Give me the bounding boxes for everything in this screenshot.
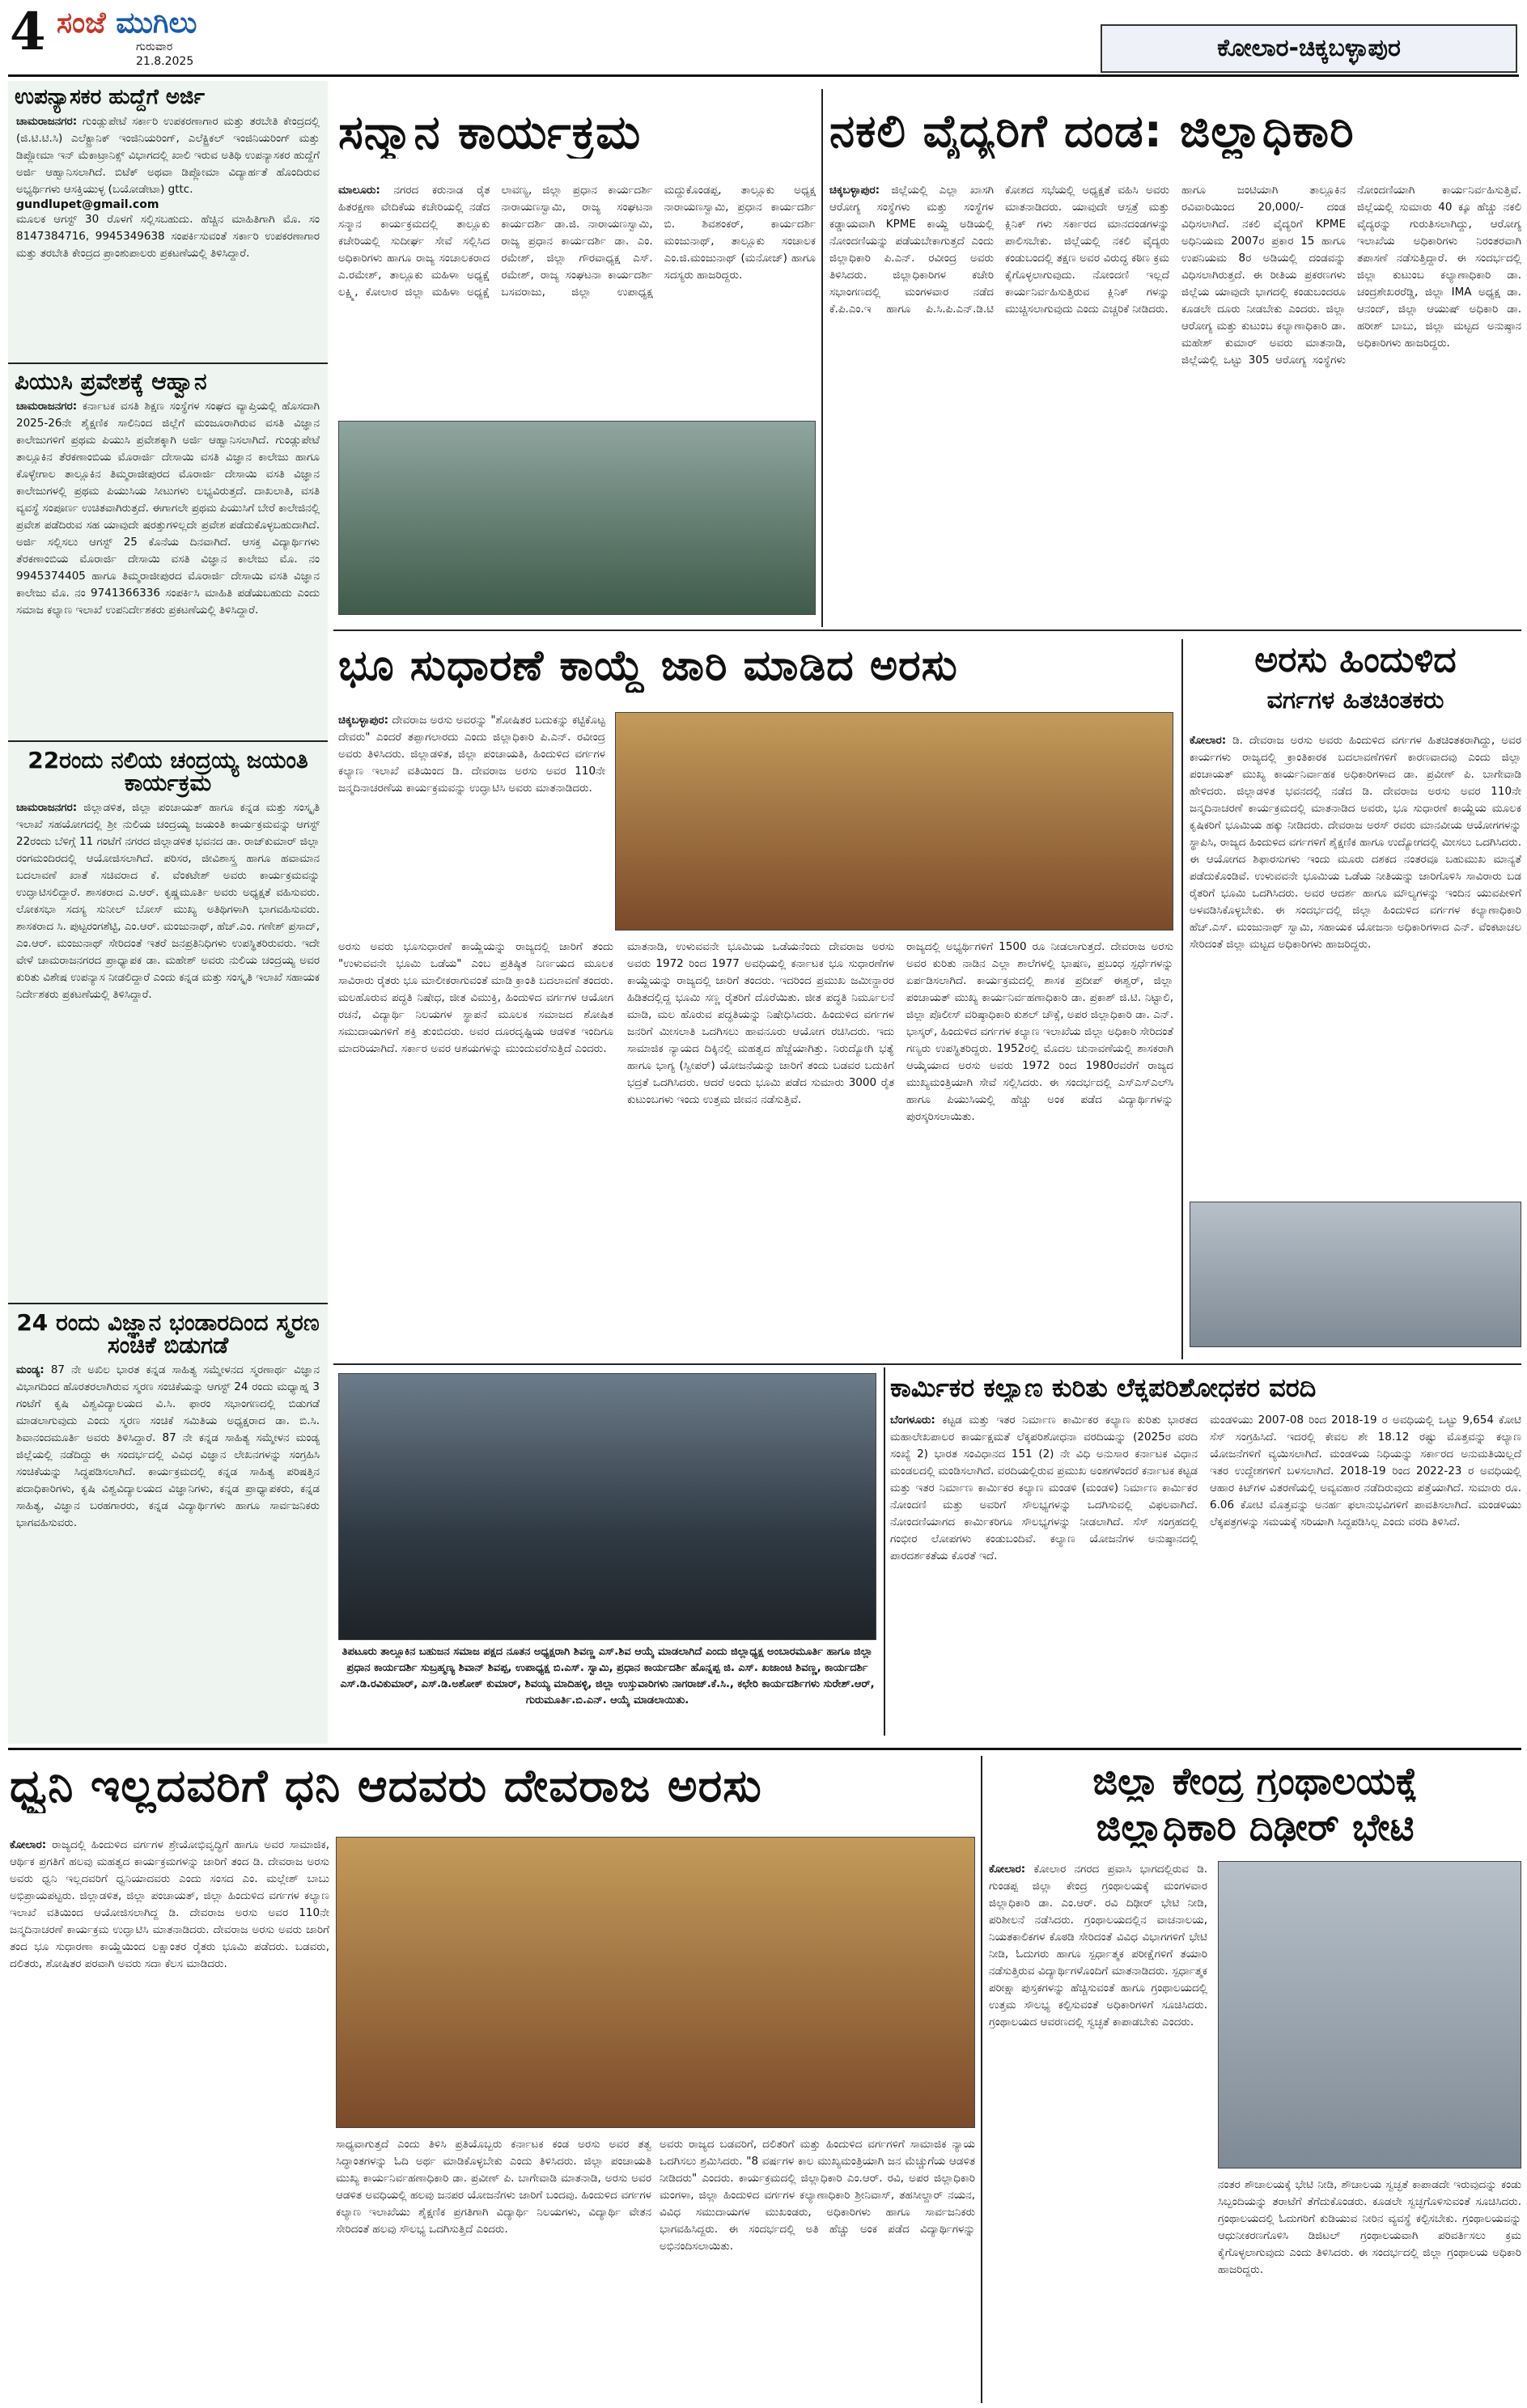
sidebar-briefs [8, 81, 328, 1744]
photo-dhvani [336, 1837, 975, 2128]
brief-divider [8, 740, 328, 742]
masthead-day: ಗುರುವಾರ [136, 40, 173, 53]
section-divider [333, 630, 1521, 631]
article-bhoo-col3: ರಾಜ್ಯದಲ್ಲಿ ಅಭ್ಯರ್ಥಿಗಳಿಗೆ 1500 ರೂ ನೀಡಲಾಗುತ್ತದೆ. ದೇವರಾಜ ಅರಸು ಅವರ ಕುರಿತು ನಾಡಿನ ಎಲ್ಲಾ ಶಾಲೆಗಳಲ್ಲಿ ಭಾಷಣ, ಪ್ರಬಂಧ ಸ್ಪರ್ಧೆಗಳನ್ನು ಏರ್ಪಡಿಸಲಾಗಿದೆ. ಕಾರ್ಯಕ್ರಮದಲ್ಲಿ ಶಾಸಕ ಪ್ರದೀಪ್ ಈಶ್ವರ್, ಜಿಲ್ಲಾ ಪಂಚಾಯತ್ ಮುಖ್ಯ ಕಾರ್ಯನಿರ್ವಹಣಾಧಿಕಾರಿ ಡಾ. ಪ್ರಕಾಶ್ ಜಿ.ಟಿ. ನಿಟ್ಟಾಲಿ, ಜಿಲ್ಲಾ ಪೊಲೀಸ್ ವರಿಷ್ಠಾಧಿಕಾರಿ ಕುಶಲ್ ಚೌಕ್ಸೆ, ಅಪರ ಜಿಲ್ಲಾಧಿಕಾರಿ ಡಾ. ಎನ್. ಭಾಸ್ಕರ್, ಹಿಂದುಳಿದ ವರ್ಗಗಳ ಕಲ್ಯಾಣ ಇಲಾಖೆಯ ಜಿಲ್ಲಾ ಅಧಿಕಾರಿ ಸೇರಿದಂತೆ ಗಣ್ಯರು ಉಪಸ್ಥಿತರಿದ್ದರು. 1952ರಲ್ಲಿ ಮೊದಲ ಚುನಾವಣೆಯಲ್ಲಿ ಶಾಸಕರಾಗಿ ಆಯ್ಕೆಯಾದ ಅರಸು ಅವರು 1972 ರಿಂದ 1980ರವರೆಗೆ ರಾಜ್ಯದ ಮುಖ್ಯಮಂತ್ರಿಯಾಗಿ ಸೇವೆ ಸಲ್ಲಿಸಿದರು. ಈ ಸಂದರ್ಭದಲ್ಲಿ ಎಸ್‍ಎಸ್‍ಎಲ್‍ಸಿ ಹಾಗೂ ಪಿಯುಸಿಯಲ್ಲಿ ಹೆಚ್ಚು ಅಂಕ ಪಡೆದ ವಿದ್ಯಾರ್ಥಿಗಳನ್ನು ಪುರಸ್ಕರಿಸಲಾಯಿತು. [906, 940, 1173, 1123]
photo-arasu-event [1190, 1202, 1521, 1347]
article-arasu: ಕೋಲಾರ: ಡಿ. ದೇವರಾಜ ಅರಸು ಅವರು ಹಿಂದುಳಿದ ವರ್ಗಗಳ ಹಿತಚಿಂತಕರಾಗಿದ್ದು, ಅವರ ಕಾರ್ಯಗಳು ರಾಜ್ಯದಲ್ಲಿ ಕ್ರಾಂತಿಕಾರಕ ಬದಲಾವಣೆಗಳಿಗೆ ಕಾರಣವಾದವು ಎಂದು ಜಿಲ್ಲಾ ಪಂಚಾಯತ್ ಮುಖ್ಯ ಕಾರ್ಯನಿರ್ವಾಹಕ ಅಧಿಕಾರಿಗಳಾದ ಡಾ. ಪ್ರವೀಣ್ ಪಿ. ಬಾಗೇವಾಡಿ ಹೇಳಿದರು. ಜಿಲ್ಲಾಡಳಿತ ಭವನದಲ್ಲಿ ನಡೆದ ಡಿ. ದೇವರಾಜ ಅರಸು ಅವರ 110ನೇ ಜನ್ಮದಿನಾಚರಣೆ ಕಾರ್ಯಕ್ರಮದಲ್ಲಿ ಮಾತನಾಡಿದ ಅವರು, ಭೂ ಸುಧಾರಣೆ ಕಾಯ್ದೆಯ ಮೂಲಕ ಕೃಷಿಕರಿಗೆ ಭೂಮಿಯ ಹಕ್ಕು ನೀಡಿದರು. ದೇವರಾಜ ಅರಸ್ ರವರು ಮಾನವೀಯ ಆಯೋಗಗಳನ್ನು ಸ್ಥಾಪಿಸಿ, ರಾಜ್ಯದ ಹಿಂದುಳಿದ ವರ್ಗಗಳಿಗೆ ಶೈಕ್ಷಣಿಕ ಹಾಗೂ ಉದ್ಯೋಗದಲ್ಲಿ ಮೀಸಲು ಒದಗಿಸಿದರು. ಈ ಆಯೋಗದ ಶಿಫಾರಸುಗಳು ಇಂದು ಮೂರು ದಶಕದ ನಂತರವೂ ಬಹುಮುಖ ಮಾನ್ಯತೆ ಪಡೆದುಕೊಂಡಿವೆ. ಉಳುವವನೇ ಭೂಮಿಯ ಒಡೆಯ ನೀತಿಯನ್ನು ಜಾರಿಗೊಳಿಸಿ ಸಾವಿರಾರು ಬಡ ರೈತರಿಗೆ ಭೂಮಿ ಒದಗಿಸಿದರು. ಅವರ ಆದರ್ಶ ಹಾಗೂ ಮೌಲ್ಯಗಳನ್ನು ಇಂದಿನ ಯುವಪೀಳಿಗೆ ಅಳವಡಿಸಿಕೊಳ್ಳಬೇಕು. ಈ ಸಂದರ್ಭದಲ್ಲಿ ಜಿಲ್ಲಾ ಹಿಂದುಳಿದ ವರ್ಗಗಳ ಕಲ್ಯಾಣಾಧಿಕಾರಿ ಹೆಚ್.ಎಸ್. ಮಂಜುನಾಥ್ ಸ್ವಾಮಿ, ಸಹಾಯಕ ಯೋಜನಾ ಅಧಿಕಾರಿಗಳಾದ ಎನ್. ವೆಂಕಟಾಚಲ ಸೇರಿದಂತೆ ಜಿಲ್ಲಾ ಮಟ್ಟದ ಅಧಿಕಾರಿಗಳು ಹಾಜರಿದ್ದರು. [1190, 734, 1521, 951]
article-nakali-part1: ಚಿಕ್ಕಬಳ್ಳಾಪುರ: ಜಿಲ್ಲೆಯಲ್ಲಿ ಎಲ್ಲಾ ಖಾಸಗಿ ಆರೋಗ್ಯ ಸಂಸ್ಥೆಗಳು ಮತ್ತು ಸಂಸ್ಥೆಗಳ ಕಡ್ಡಾಯವಾಗಿ KPME ಕಾಯ್ದೆ ಅಡಿಯಲ್ಲಿ ನೋಂದಣಿಯನ್ನು ಪಡೆಯಬೇಕಾಗುತ್ತದೆ ಎಂದು ಜಿಲ್ಲಾಧಿಕಾರಿ ಪಿ.ಎನ್. ರವೀಂದ್ರ ಅವರು ತಿಳಿಸಿದರು. ಜಿಲ್ಲಾಧಿಕಾರಿಗಳ ಕಚೇರಿ ಸಭಾಂಗಣದಲ್ಲಿ ಮಂಗಳವಾರ ನಡೆದ ಕೆ.ಪಿ.ಎಂ.ಇ ಹಾಗೂ ಪಿ.ಸಿ.ಪಿ.ಎನ್.ಡಿ.ಟಿ ಕೋಶದ ಸಭೆಯಲ್ಲಿ ಅಧ್ಯಕ್ಷತೆ ವಹಿಸಿ ಅವರು ಮಾತನಾಡಿದರು. ಯಾವುದೇ ಆಸ್ಪತ್ರೆ ಮತ್ತು ಕ್ಲಿನಿಕ್ ಗಳು ಸರ್ಕಾರದ ಮಾನದಂಡಗಳನ್ನು ಪಾಲಿಸಬೇಕು. ಜಿಲ್ಲೆಯಲ್ಲಿ ನಕಲಿ ವೈದ್ಯರು ಕಂಡುಬಂದಲ್ಲಿ ತಕ್ಷಣ ಅವರ ವಿರುದ್ಧ ಕಠಿಣ ಕ್ರಮ ಕೈಗೊಳ್ಳಲಾಗುವುದು. ನೋಂದಣಿ ಇಲ್ಲದೆ ಕಾರ್ಯನಿರ್ವಹಿಸುತ್ತಿರುವ ಕ್ಲಿನಿಕ್ ಗಳನ್ನು ಮುಚ್ಚಿಸಲಾಗುವುದು ಎಂದು ಎಚ್ಚರಿಕೆ ನೀಡಿದರು. [829, 184, 1169, 316]
brand-part1: ಸಂಜೆ [57, 6, 106, 40]
headline-sanmana: ಸನ್ಮಾನ ಕಾರ್ಯಕ್ರಮ [338, 105, 642, 159]
article-granthalaya-2: ನಂತರ ಶೌಚಾಲಯಕ್ಕೆ ಭೇಟಿ ನೀಡಿ, ಶೌಚಾಲಯ ಸ್ವಚ್ಛತೆ ಕಾಪಾಡದೇ ಇರುವುದನ್ನು ಕಂಡು ಸಿಬ್ಬಂದಿಯನ್ನು ತರಾಟೆಗೆ ತೆಗೆದುಕೊಂಡರು. ಕೂಡಲೇ ಸ್ವಚ್ಛಗೊಳಿಸುವಂತೆ ಸೂಚಿಸಿದರು. ಗ್ರಂಥಾಲಯದಲ್ಲಿ ಓದುಗರಿಗೆ ಕುಡಿಯುವ ನೀರಿನ ವ್ಯವಸ್ಥೆ ಕಲ್ಪಿಸಬೇಕು. ಗ್ರಂಥಾಲಯವನ್ನು ಆಧುನೀಕರಣಗೊಳಿಸಿ ಡಿಜಿಟಲ್ ಗ್ರಂಥಾಲಯವಾಗಿ ಪರಿವರ್ತಿಸಲು ಕ್ರಮ ಕೈಗೊಳ್ಳಲಾಗುವುದು ಎಂದು ತಿಳಿಸಿದರು. ಈ ಸಂದರ್ಭದಲ್ಲಿ ಜಿಲ್ಲಾ ಗ್ರಂಥಾಲಯ ಅಧಿಕಾರಿ ಹಾಜರಿದ್ದರು. [1218, 2178, 1521, 2276]
photo-granthalaya [1218, 1861, 1521, 2168]
column-divider [884, 1367, 885, 1736]
masthead-date: 21.8.2025 [136, 55, 194, 68]
brief-body-2: ಚಾಮರಾಜನಗರ: ಕರ್ನಾಟಕ ವಸತಿ ಶಿಕ್ಷಣ ಸಂಸ್ಥೆಗಳ ಸಂಘದ ವ್ಯಾಪ್ತಿಯಲ್ಲಿ ಹೊಸದಾಗಿ 2025-26ನೇ ಶೈಕ್ಷಣಿಕ ಸಾಲಿನಿಂದ ಜಿಲ್ಲೆಗೆ ಮಂಜೂರಾಗಿರುವ ವಸತಿ ವಿಜ್ಞಾನ ಕಾಲೇಜುಗಳಿಗೆ ಪ್ರಥಮ ಪಿಯುಸಿ ಪ್ರವೇಶಕ್ಕಾಗಿ ಅರ್ಜಿ ಆಹ್ವಾನಿಸಲಾಗಿದೆ. ಗುಂಡ್ಲುಪೇಟೆ ತಾಲ್ಲೂಕಿನ ತೆರಕಣಾಂಬಿಯ ಮೊರಾರ್ಜಿ ದೇಸಾಯಿ ವಸತಿ ವಿಜ್ಞಾನ ಕಾಲೇಜು ಹಾಗೂ ಕೊಳ್ಳೇಗಾಲ ತಾಲ್ಲೂಕಿನ ತಿಮ್ಮರಾಜೀಪುರದ ಮೊರಾರ್ಜಿ ದೇಸಾಯಿ ವಸತಿ ವಿಜ್ಞಾನ ಕಾಲೇಜುಗಳಲ್ಲಿ ಪ್ರಥಮ ಪಿಯುಸಿಯ ಸೀಟುಗಳು ಲಭ್ಯವಿರುತ್ತದೆ. ದಾಖಲಾತಿ, ವಸತಿ ವ್ಯವಸ್ಥೆ ಸಂಪೂರ್ಣ ಉಚಿತವಾಗಿರುತ್ತದೆ. ಈಗಾಗಲೇ ಪ್ರಥಮ ಪಿಯುಸಿಗೆ ಬೇರೆ ಕಾಲೇಜಿನಲ್ಲಿ ಪ್ರವೇಶ ಪಡೆದಿರುವ ಸಹ ಯಾವುದೇ ಷರತ್ತುಗಳಿಲ್ಲದೇ ಪ್ರವೇಶ ಪಡೆದುಕೊಳ್ಳಬಹುದಾಗಿದೆ. ಅರ್ಜಿ ಸಲ್ಲಿಸಲು ಆಗಸ್ಟ್ 25 ಕೊನೆಯ ದಿನವಾಗಿದೆ. ಆಸಕ್ತ ವಿದ್ಯಾರ್ಥಿಗಳು ತೆರಕಣಾಂಬಿಯ ಮೊರಾರ್ಜಿ ದೇಸಾಯಿ ವಸತಿ ವಿಜ್ಞಾನ ಕಾಲೇಜು ಮೊ. ನಂ 9945374405 ಹಾಗೂ ತಿಮ್ಮರಾಜೀಪುರದ ಮೊರಾರ್ಜಿ ದೇಸಾಯಿ ವಸತಿ ವಿಜ್ಞಾನ ಕಾಲೇಜು ಮೊ. ನಂ 9741366336 ಸಂಪರ್ಕಿಸಿ ಮಾಹಿತಿ ಪಡೆಯಬಹುದು ಎಂದು ಸಮಾಜ ಕಲ್ಯಾಣ ಇಲಾಖೆ ಉಪನಿರ್ದೇಶಕರು ಪ್ರಕಟಣೆಯಲ್ಲಿ ತಿಳಿಸಿದ್ದಾರೆ. [16, 400, 320, 617]
brief-title-4: 24 ರಂದು ವಿಜ್ಞಾನ ಭಂಡಾರದಿಂದ ಸ್ಮರಣ ಸಂಚಿಕೆ ಬಿಡುಗಡೆ [16, 1309, 320, 1359]
article-sanmana: ಮಾಲೂರು: ನಗರದ ಕರುನಾಡ ರೈತ ಹಿತರಕ್ಷಣಾ ವೇದಿಕೆಯ ಕಚೇರಿಯಲ್ಲಿ ನಡೆದ ಸನ್ಮಾನ ಕಾರ್ಯಕ್ರಮದಲ್ಲಿ ತಾಲ್ಲೂಕು ಕಚೇರಿಯಲ್ಲಿ ಸುದೀರ್ಘ ಸೇವೆ ಸಲ್ಲಿಸಿದ ಅಧಿಕಾರಿಗಳು ಹಾಗೂ ರಾಜ್ಯ ಸಂಚಾಲಕರಾದ ಎ.ರಮೇಶ್, ತಾಲ್ಲೂಕು ಮಹಿಳಾ ಅಧ್ಯಕ್ಷೆ ಲಕ್ಷ್ಮಿ, ಕೋಲಾರ ಜಿಲ್ಲಾ ಮಹಿಳಾ ಅಧ್ಯಕ್ಷೆ ಲಾವಣ್ಯ, ಜಿಲ್ಲಾ ಪ್ರಧಾನ ಕಾರ್ಯದರ್ಶಿ ನಾರಾಯಣಸ್ವಾಮಿ, ರಾಜ್ಯ ಸಂಘಟನಾ ಕಾರ್ಯದರ್ಶಿ ಡಾ.ಜಿ. ನಾರಾಯಣಸ್ವಾಮಿ, ರಾಜ್ಯ ಪ್ರಧಾನ ಕಾರ್ಯದರ್ಶಿ ಡಾ. ಎಂ. ರಮೇಶ್, ಜಿಲ್ಲಾ ಗೌರವಾಧ್ಯಕ್ಷ ಎಸ್. ರಮೇಶ್, ರಾಜ್ಯ ಸಂಘಟನಾ ಕಾರ್ಯದರ್ಶಿ ಬಸವರಾಜು, ಜಿಲ್ಲಾ ಉಪಾಧ್ಯಕ್ಷ ಮದ್ದುಕೊಂಡಪ್ಪ, ತಾಲ್ಲೂಕು ಅಧ್ಯಕ್ಷ ನಾರಾಯಣಸ್ವಾಮಿ, ಪ್ರಧಾನ ಕಾರ್ಯದರ್ಶಿ ಬಿ. ಶಿವಶಂಕರ್, ಕಾರ್ಯದರ್ಶಿ ಮಂಜುನಾಥ್, ತಾಲ್ಲೂಕು ಸಂಚಾಲಕ ಎಂ.ಜಿ.ಮಂಜುನಾಥ್ (ಮನೋಜ್) ಹಾಗೂ ಸದಸ್ಯರು ಹಾಜರಿದ್ದರು. [338, 184, 816, 299]
photo-sanmana [338, 421, 816, 615]
article-bhoo-intro: ಚಿಕ್ಕಬಳ್ಳಾಪುರ: ದೇವರಾಜ ಅರಸು ಅವರನ್ನು "ಶೋಷಿತರ ಬದುಕನ್ನು ಕಟ್ಟಿಕೊಟ್ಟ ದೇವರು" ಎಂದರೆ ತಪ್ಪಾಗಲಾರದು ಎಂದು ಜಿಲ್ಲಾಧಿಕಾರಿ ಪಿ.ಎನ್. ರವೀಂದ್ರ ಅವರು ತಿಳಿಸಿದರು. ಜಿಲ್ಲಾಡಳಿತ, ಜಿಲ್ಲಾ ಪಂಚಾಯತಿ, ಹಿಂದುಳಿದ ವರ್ಗಗಳ ಕಲ್ಯಾಣ ಇಲಾಖೆ ವತಿಯಿಂದ ಡಿ. ದೇವರಾಜ ಅರಸು ಅವರ 110ನೇ ಜನ್ಮದಿನಾಚರಣೆಯ ಕಾರ್ಯಕ್ರಮವನ್ನು ಉದ್ಘಾಟಿಸಿ ಅವರು ಮಾತನಾಡಿದರು. [338, 714, 605, 795]
photo-bsp-caption: ತಿಪಟೂರು ತಾಲ್ಲೂಕಿನ ಬಹುಜನ ಸಮಾಜ ಪಕ್ಷದ ನೂತನ ಅಧ್ಯಕ್ಷರಾಗಿ ಶಿವಣ್ಣ ಎಸ್.ಶಿವ ಆಯ್ಕೆ ಮಾಡಲಾಗಿದೆ ಎಂದು ಜಿಲ್ಲಾಧ್ಯಕ್ಷ ಅಂಬಾರಮೂರ್ತಿ ಹಾಗೂ ಜಿಲ್ಲಾ ಪ್ರಧಾನ ಕಾರ್ಯದರ್ಶಿ ಸುಬ್ರಹ್ಮಣ್ಯ ಶಿವಾನ್ ಶಿವಪ್ಪ, ಉಪಾಧ್ಯಕ್ಷ ಬಿ.ಎಸ್. ಸ್ವಾಮಿ, ಪ್ರಧಾನ ಕಾರ್ಯದರ್ಶಿ ಹೊನ್ನಪ್ಪ ಜಿ. ಎಸ್. ಖಜಾಂಚಿ ಶಿವಣ್ಣ, ಕಾರ್ಯದರ್ಶಿ ಎಸ್.ಡಿ.ರವಿಕುಮಾರ್, ಎಸ್.ಡಿ.ಅಶೋಕ್ ಕುಮಾರ್, ಶಿವಯ್ಯ ಮಾದಿಹಳ್ಳಿ, ಜಿಲ್ಲಾ ಉಸ್ತುವಾರಿಗಳು ನಾಗರಾಜ್.ಕೆ.ಸಿ., ಕಛೇರಿ ಕಾರ್ಯದರ್ಶಿಗಳು ಸುರೇಶ್.ಆರ್, ಗುರುಮೂರ್ತಿ.ಬಿ.ಎನ್. ಆಯ್ಕೆ ಮಾಡಲಾಯಿತು. [340, 1646, 875, 1706]
brand-part2: ಮುಗಿಲು [116, 6, 197, 40]
article-dhvani-col3: ಅವರು ರಾಜ್ಯದ ಬಡವರಿಗೆ, ದಲಿತರಿಗೆ ಮತ್ತು ಹಿಂದುಳಿದ ವರ್ಗಗಳಿಗೆ ಸಾಮಾಜಿಕ ನ್ಯಾಯ ಒದಗಿಸಲು ಶ್ರಮಿಸಿದರು. "8 ವರ್ಷಗಳ ಕಾಲ ಮುಖ್ಯಮಂತ್ರಿಯಾಗಿ ಜನ ಮೆಚ್ಚುಗೆಯ ಆಡಳಿತ ನೀಡಿದರು" ಎಂದರು. ಕಾರ್ಯಕ್ರಮದಲ್ಲಿ ಜಿಲ್ಲಾಧಿಕಾರಿ ಎಂ.ಆರ್. ರವಿ, ಅಪರ ಜಿಲ್ಲಾಧಿಕಾರಿ ಮಂಗಳಾ, ಜಿಲ್ಲಾ ಹಿಂದುಳಿದ ವರ್ಗಗಳ ಕಲ್ಯಾಣಾಧಿಕಾರಿ ಶ್ರೀನಿವಾಸ್, ತಹಸೀಲ್ದಾರ್ ನಯನ, ವಿವಿಧ ಸಮುದಾಯಗಳ ಮುಖಂಡರು, ಅಧಿಕಾರಿಗಳು ಹಾಗೂ ಸಾರ್ವಜನಿಕರು ಭಾಗವಹಿಸಿದ್ದರು. ಈ ಸಂದರ್ಭದಲ್ಲಿ ಅತಿ ಹೆಚ್ಚು ಅಂಕ ಪಡೆದ ವಿದ್ಯಾರ್ಥಿಗಳನ್ನು ಅಭಿನಂದಿಸಲಾಯಿತು. [660, 2138, 975, 2253]
brief-body-1b: ಮೂಲಕ ಆಗಸ್ಟ್ 30 ರೊಳಗೆ ಸಲ್ಲಿಸಬಹುದು. ಹೆಚ್ಚಿನ ಮಾಹಿತಿಗಾಗಿ ಮೊ. ಸಂ 8147384716, 9945349638 ಸಂಪರ್ಕಿಸುವಂತೆ ಸರ್ಕಾರಿ ಉಪಕರಣಾಗಾರ ಮತ್ತು ತರಬೇತಿ ಕೇಂದ್ರದ ಪ್ರಾಂಶುಪಾಲರು ಪ್ರಕಟಣೆಯಲ್ಲಿ ತಿಳಿಸಿದ್ದಾರೆ. [16, 213, 320, 260]
headline-arasu-2: ವರ್ಗಗಳ ಹಿತಚಿಂತಕರು [1266, 686, 1444, 714]
page-number: 4 [10, 6, 46, 58]
article-dhvani-col1: ಕೋಲಾರ: ರಾಜ್ಯದಲ್ಲಿ ಹಿಂದುಳಿದ ವರ್ಗಗಳ ಶ್ರೇಯೋಭಿವೃದ್ಧಿಗೆ ಹಾಗೂ ಅವರ ಸಾಮಾಜಿಕ, ಆರ್ಥಿಕ ಪ್ರಗತಿಗೆ ಹಲವು ಮಹತ್ವದ ಕಾರ್ಯಕ್ರಮಗಳನ್ನು ಜಾರಿಗೆ ತಂದ ಡಿ. ದೇವರಾಜ ಅರಸು ಅವರು ಧ್ವನಿ ಇಲ್ಲದವರಿಗೆ ಧ್ವನಿಯಾದವರು ಎಂದು ಸಂಸದ ಎಂ. ಮಲ್ಲೇಶ್ ಬಾಬು ಅಭಿಪ್ರಾಯಪಟ್ಟರು. ಜಿಲ್ಲಾಡಳಿತ, ಜಿಲ್ಲಾ ಪಂಚಾಯತ್, ಜಿಲ್ಲಾ ಹಿಂದುಳಿದ ವರ್ಗಗಳ ಕಲ್ಯಾಣ ಇಲಾಖೆ ವತಿಯಿಂದ ಆಯೋಜಿಸಲಾಗಿದ್ದ ಡಿ. ದೇವರಾಜ ಅರಸು ಅವರ 110ನೇ ಜನ್ಮದಿನಾಚರಣೆ ಕಾರ್ಯಕ್ರಮ ಉದ್ಘಾಟಿಸಿ ಮಾತನಾಡಿದರು. ದೇವರಾಜ ಅರಸು ಅವರು ಜಾರಿಗೆ ತಂದ ಭೂ ಸುಧಾರಣಾ ಕಾಯ್ದೆಯಿಂದ ಲಕ್ಷಾಂತರ ರೈತರು ಭೂಮಿ ಪಡೆದರು. ಬಡವರು, ದಲಿತರು, ಶೋಷಿತರ ಪರವಾಗಿ ಅವರು ಸದಾ ಕೆಲಸ ಮಾಡಿದರು. [10, 1838, 329, 1970]
article-granthalaya: ಕೋಲಾರ: ಕೋಲಾರ ನಗರದ ಪ್ರವಾಸಿ ಭಾಗದಲ್ಲಿರುವ ಡಿ. ಗುಂಡಪ್ಪ ಜಿಲ್ಲಾ ಕೇಂದ್ರ ಗ್ರಂಥಾಲಯಕ್ಕೆ ಮಂಗಳವಾರ ಜಿಲ್ಲಾಧಿಕಾರಿ ಡಾ. ಎಂ.ಆರ್. ರವಿ ದಿಢೀರ್ ಭೇಟಿ ನೀಡಿ, ಪರಿಶೀಲನೆ ನಡೆಸಿದರು. ಗ್ರಂಥಾಲಯದಲ್ಲಿನ ವಾಚನಾಲಯ, ನಿಯತಕಾಲಿಕಗಳ ಕೊಠಡಿ ಸೇರಿದಂತೆ ವಿವಿಧ ವಿಭಾಗಗಳಿಗೆ ಭೇಟಿ ನೀಡಿ, ಓದುಗರು ಹಾಗೂ ಸ್ಪರ್ಧಾತ್ಮಕ ಪರೀಕ್ಷೆಗಳಿಗೆ ತಯಾರಿ ನಡೆಸುತ್ತಿರುವ ವಿದ್ಯಾರ್ಥಿಗಳೊಂದಿಗೆ ಮಾತನಾಡಿದರು. ಸ್ಪರ್ಧಾತ್ಮಕ ಪರೀಕ್ಷಾ ಪುಸ್ತಕಗಳನ್ನು ಹೆಚ್ಚಿಸುವಂತೆ ಹಾಗೂ ಗ್ರಂಥಾಲಯದಲ್ಲಿ ಉತ್ತಮ ಸೌಲಭ್ಯ ಕಲ್ಪಿಸುವಂತೆ ಅಧಿಕಾರಿಗಳಿಗೆ ಸೂಚಿಸಿದರು. ಗ್ರಂಥಾಲಯದ ಆವರಣದಲ್ಲಿ ಸ್ವಚ್ಛತೆ ಕಾಪಾಡಬೇಕು ಎಂದರು. [989, 1863, 1207, 2029]
headline-arasu-1: ಅರಸು ಹಿಂದುಳಿದ [1254, 639, 1457, 680]
region-label: ಕೋಲಾರ-ಚಿಕ್ಕಬಳ್ಳಾಪುರ [1101, 24, 1517, 73]
headline-karmika: ಕಾರ್ಮಿಕರ ಕಲ್ಯಾಣ ಕುರಿತು ಲೆಕ್ಕಪರಿಶೋಧಕರ ವರದಿ [890, 1373, 1317, 1402]
headline-dhvani: ಧ್ವನಿ ಇಲ್ಲದವರಿಗೆ ಧನಿ ಆದವರು ದೇವರಾಜ ಅರಸು [10, 1760, 762, 1812]
masthead-rule [8, 74, 1519, 77]
headline-nakali: ನಕಲಿ ವೈದ್ಯರಿಗೆ ದಂಡ: ಜಿಲ್ಲಾಧಿಕಾರಿ [829, 105, 1355, 158]
headline-granthalaya-1: ಜಿಲ್ಲಾ ಕೇಂದ್ರ ಗ್ರಂಥಾಲಯಕ್ಕೆ [1092, 1760, 1418, 1802]
section-divider [333, 1363, 1521, 1365]
column-divider [821, 89, 823, 627]
brief-body-1: ಚಾಮರಾಜನಗರ: ಗುಂಡ್ಲುಪೇಟೆ ಸರ್ಕಾರಿ ಉಪಕರಣಾಗಾರ ಮತ್ತು ತರಬೇತಿ ಕೇಂದ್ರದಲ್ಲಿ (ಜಿ.ಟಿ.ಟಿ.ಸಿ) ಎಲೆಕ್ಟ್ರಾನಿಕ್ ಇಂಜಿನಿಯರಿಂಗ್, ಎಲೆಕ್ಟ್ರಿಕಲ್ ಇಂಜಿನಿಯರಿಂಗ್ ಮತ್ತು ಡಿಪ್ಲೋಮಾ ಇನ್ ಮೆಕಾಟ್ರಾನಿಕ್ಸ್ ವಿಭಾಗದಲ್ಲಿ ಖಾಲಿ ಇರುವ ಅತಿಥಿ ಉಪನ್ಯಾಸಕರ ಹುದ್ದೆಗೆ ಅರ್ಜಿ ಆಹ್ವಾನಿಸಲಾಗಿದೆ. ಬಿಟೆಕ್ ಅಥವಾ ಡಿಪ್ಲೋಮಾ ವಿದ್ಯಾರ್ಹತೆ ಹೊಂದಿರುವ ಅಭ್ಯರ್ಥಿಗಳು ಆಸಕ್ತಿಯುಳ್ಳ (ಬಯೋಡೇಟಾ) gttc. [16, 115, 320, 196]
headline-bhoo: ಭೂ ಸುಧಾರಣೆ ಕಾಯ್ದೆ ಜಾರಿ ಮಾಡಿದ ಅರಸು [338, 642, 958, 690]
article-dhvani-col2: ಸಾಧ್ಯವಾಗುತ್ತದೆ ಎಂದು ತಿಳಿಸಿ ಪ್ರತಿಯೊಬ್ಬರು ಕರ್ನಾಟಕ ಕಂಡ ಅರಸು ಅವರ ತತ್ವ ಸಿದ್ಧಾಂತಗಳನ್ನು ಓದಿ ಅರ್ಥ ಮಾಡಿಕೊಳ್ಳಬೇಕು ಎಂದು ತಿಳಿಸಿದರು. ಜಿಲ್ಲಾ ಪಂಚಾಯತಿ ಮುಖ್ಯ ಕಾರ್ಯನಿರ್ವಹಣಾಧಿಕಾರಿ ಡಾ. ಪ್ರವೀಣ್ ಪಿ. ಬಾಗೇವಾಡಿ ಮಾತನಾಡಿ, ಅರಸು ಅವರ ಆಡಳಿತ ಅವಧಿಯಲ್ಲಿ ಹಲವು ಜನಪರ ಯೋಜನೆಗಳು ಜಾರಿಗೆ ಬಂದವು. ಹಿಂದುಳಿದ ವರ್ಗಗಳ ಕಲ್ಯಾಣ ಇಲಾಖೆಯು ಶೈಕ್ಷಣಿಕ ಪ್ರಗತಿಗಾಗಿ ವಿದ್ಯಾರ್ಥಿ ನಿಲಯಗಳು, ವಿದ್ಯಾರ್ಥಿ ವೇತನ ಸೇರಿದಂತೆ ಹಲವು ಸೌಲಭ್ಯ ಒದಗಿಸುತ್ತಿದೆ ಎಂದರು. [336, 2138, 651, 2236]
column-divider [1181, 639, 1183, 1359]
brief-title-1: ಉಪನ್ಯಾಸಕರ ಹುದ್ದೆಗೆ ಅರ್ಜಿ [15, 85, 205, 109]
photo-bsp [338, 1373, 876, 1640]
headline-granthalaya-2: ಜಿಲ್ಲಾಧಿಕಾರಿ ದಿಢೀರ್ ಭೇಟಿ [1096, 1806, 1415, 1848]
brief-title-2: ಪಿಯುಸಿ ಪ್ರವೇಶಕ್ಕೆ ಆಹ್ವಾನ [15, 368, 207, 395]
brief-email: gundlupet@gmail.com [16, 198, 159, 211]
brief-divider [8, 362, 328, 364]
article-bhoo-col2: ಮಾತನಾಡಿ, ಉಳುವವನೇ ಭೂಮಿಯ ಒಡೆಯನೆಂದು ದೇವರಾಜ ಅರಸು ಅವರು 1972 ರಿಂದ 1977 ಅವಧಿಯಲ್ಲಿ ಕರ್ನಾಟಕ ಭೂ ಸುಧಾರಣೆಗಳ ಕಾಯ್ದೆಯನ್ನು ರಾಜ್ಯದಲ್ಲಿ ಜಾರಿಗೆ ತಂದರು. ಇದರಿಂದ ಪ್ರಮುಖ ಜಮೀನ್ದಾರರ ಹಿಡಿತದಲ್ಲಿದ್ದ ಭೂಮಿ ಸಣ್ಣ ರೈತರಿಗೆ ದೊರೆಯಿತು. ಜೀತ ಪದ್ಧತಿ ನಿರ್ಮೂಲನೆ ಮಾಡಿ, ಮಲ ಹೊರುವ ಪದ್ಧತಿಯನ್ನು ನಿಷೇಧಿಸಿದರು. ಹಿಂದುಳಿದ ವರ್ಗಗಳ ಜನರಿಗೆ ಮೀಸಲಾತಿ ಒದಗಿಸಲು ಹಾವನೂರು ಆಯೋಗ ರಚಿಸಿದರು. ಇದು ಸಾಮಾಜಿಕ ನ್ಯಾಯದ ದಿಕ್ಕಿನಲ್ಲಿ ಮಹತ್ವದ ಹೆಜ್ಜೆಯಾಗಿತ್ತು. ನಿರುದ್ಯೋಗಿ ಭತ್ಯೆ ಹಾಗೂ ಭಾಗ್ಯ (ಸ್ವೀಪರ್) ಯೋಜನೆಯನ್ನು ಜಾರಿಗೆ ತಂದು ಬಡವರ ಬದುಕಿಗೆ ಭದ್ರತೆ ಒದಗಿಸಿದರು. ಆದರೆ ಅಂದು ಭೂಮಿ ಪಡೆದ ಸುಮಾರು 3000 ರೈತ ಕುಟುಂಬಗಳು ಇಂದು ಉತ್ತಮ ಜೀವನ ನಡೆಸುತ್ತಿವೆ. [627, 940, 894, 1106]
section-divider [8, 1748, 1521, 1750]
brief-divider [8, 1303, 328, 1304]
article-karmika-col1: ಬೆಂಗಳೂರು: ಕಟ್ಟಡ ಮತ್ತು ಇತರ ನಿರ್ಮಾಣ ಕಾರ್ಮಿಕರ ಕಲ್ಯಾಣ ಕುರಿತು ಭಾರತದ ಮಹಾಲೇಖಪಾಲರ ಕಾರ್ಯಕ್ಷಮತೆ ಲೆಕ್ಕಪರಿಶೋಧನಾ ವರದಿಯನ್ನು (2025ರ ವರದಿ ಸಂಖ್ಯೆ 2) ಭಾರತ ಸಂವಿಧಾನದ 151 (2) ನೇ ವಿಧಿ ಅನುಸಾರ ಕರ್ನಾಟಕ ವಿಧಾನ ಮಂಡಲದಲ್ಲಿ ಮಂಡಿಸಲಾಗಿದೆ. ವರದಿಯಲ್ಲಿರುವ ಪ್ರಮುಖ ಅಂಶಗಳೆಂದರೆ ಕರ್ನಾಟಕ ಕಟ್ಟಡ ಮತ್ತು ಇತರ ನಿರ್ಮಾಣ ಕಾರ್ಮಿಕರ ಕಲ್ಯಾಣ ಮಂಡಳಿ (ಮಂಡಳಿ) ನಿರ್ಮಾಣ ಕಾರ್ಮಿಕರ ನೋಂದಣಿ ಮತ್ತು ಅವರಿಗೆ ಸೌಲಭ್ಯಗಳನ್ನು ಒದಗಿಸುವಲ್ಲಿ ವಿಫಲವಾಗಿದೆ. ನೋಂದಣಿಯಾಗದ ಕಾರ್ಮಿಕರಿಗೂ ಸೌಲಭ್ಯಗಳನ್ನು ನೀಡಲಾಗಿದೆ. ಸೆಸ್ ಸಂಗ್ರಹದಲ್ಲಿ ಗಂಭೀರ ಲೋಪಗಳು ಕಂಡುಬಂದಿವೆ. ಕಲ್ಯಾಣ ಯೋಜನೆಗಳ ಅನುಷ್ಠಾನದಲ್ಲಿ ಪಾರದರ್ಶಕತೆಯ ಕೊರತೆ ಇದೆ. [890, 1414, 1198, 1562]
brief-body-3: ಚಾಮರಾಜನಗರ: ಜಿಲ್ಲಾಡಳಿತ, ಜಿಲ್ಲಾ ಪಂಚಾಯತ್ ಹಾಗೂ ಕನ್ನಡ ಮತ್ತು ಸಂಸ್ಕೃತಿ ಇಲಾಖೆ ಸಹಯೋಗದಲ್ಲಿ ಶ್ರೀ ನುಲಿಯ ಚಂದ್ರಯ್ಯ ಜಯಂತಿ ಕಾರ್ಯಕ್ರಮವನ್ನು ಆಗಸ್ಟ್ 22ರಂದು ಬೆಳಿಗ್ಗೆ 11 ಗಂಟೆಗೆ ನಗರದ ಜಿಲ್ಲಾಡಳಿತ ಭವನದ ಡಾ. ರಾಜ್‍ಕುಮಾರ್ ಜಿಲ್ಲಾ ರಂಗಮಂದಿರದಲ್ಲಿ ಆಯೋಜಿಸಲಾಗಿದೆ. ಪರಿಸರ, ಜೀವಿಶಾಸ್ತ್ರ ಹಾಗೂ ಹವಾಮಾನ ಬದಲಾವಣೆ ಖಾತೆ ಸಚಿವರಾದ ಕೆ. ವೆಂಕಟೇಶ್ ಅವರು ಕಾರ್ಯಕ್ರಮವನ್ನು ಉದ್ಘಾಟಿಸಲಿದ್ದಾರೆ. ಶಾಸಕರಾದ ಎ.ಆರ್. ಕೃಷ್ಣಮೂರ್ತಿ ಅವರು ಅಧ್ಯಕ್ಷತೆ ವಹಿಸುವರು. ಲೋಕಸಭಾ ಸದಸ್ಯ ಸುನೀಲ್ ಬೋಸ್ ಮುಖ್ಯ ಅತಿಥಿಗಳಾಗಿ ಭಾಗವಹಿಸುವರು. ಶಾಸಕರಾದ ಸಿ. ಪುಟ್ಟರಂಗಶೆಟ್ಟಿ, ಎಂ.ಆರ್. ಮಂಜುನಾಥ್, ಹೆಚ್.ಎಂ. ಗಣೇಶ್ ಪ್ರಸಾದ್, ಎಂ.ಆರ್. ಮಂಜುನಾಥ್ ಸೇರಿದಂತೆ ಇತರೆ ಜನಪ್ರತಿನಿಧಿಗಳು ಉಪಸ್ಥಿತರಿರುವರು. ಇದೇ ವೇಳೆ ಚಾಮರಾಜನಗರದ ಪ್ರಾಧ್ಯಾಪಕ ಡಾ. ಮಹೇಶ್ ಅವರು ನುಲಿಯ ಚಂದ್ರಯ್ಯ ಅವರ ಕುರಿತು ವಿಶೇಷ ಉಪನ್ಯಾಸ ನೀಡಲಿದ್ದಾರೆ ಎಂದು ಕನ್ನಡ ಮತ್ತು ಸಂಸ್ಕೃತಿ ಇಲಾಖೆ ಸಹಾಯಕ ನಿರ್ದೇಶಕರು ಪ್ರಕಟಣೆಯಲ್ಲಿ ತಿಳಿಸಿದ್ದಾರೆ. [16, 801, 320, 1001]
brief-body-4: ಮಂಡ್ಯ: 87 ನೇ ಅಖಿಲ ಭಾರತ ಕನ್ನಡ ಸಾಹಿತ್ಯ ಸಮ್ಮೇಳನದ ಸ್ಮರಣಾರ್ಥ ವಿಜ್ಞಾನ ವಿಭಾಗದಿಂದ ಹೊರತರಲಾಗಿರುವ ಸ್ಮರಣ ಸಂಚಿಕೆಯನ್ನು ಆಗಸ್ಟ್ 24 ರಂದು ಮಧ್ಯಾಹ್ನ 3 ಗಂಟೆಗೆ ಕೃಷಿ ವಿಶ್ವವಿದ್ಯಾಲಯದ ವಿ.ಸಿ. ಫಾರಂ ಸಭಾಂಗಣದಲ್ಲಿ ಬಿಡುಗಡೆ ಮಾಡಲಾಗುವುದು ಎಂದು ಸ್ಮರಣ ಸಂಚಿಕೆ ಸಮಿತಿಯ ಅಧ್ಯಕ್ಷರಾದ ಡಾ. ಬಿ.ಸಿ. ಶಿವಾನಂದಮೂರ್ತಿ ಅವರು ತಿಳಿಸಿದ್ದಾರೆ. 87 ನೇ ಕನ್ನಡ ಸಾಹಿತ್ಯ ಸಮ್ಮೇಳನ ಮಂಡ್ಯ ಜಿಲ್ಲೆಯಲ್ಲಿ ನಡೆದಿದ್ದು ಈ ಸಂದರ್ಭದಲ್ಲಿ ವಿವಿಧ ವಿಜ್ಞಾನ ಲೇಖನಗಳನ್ನು ಸಂಗ್ರಹಿಸಿ ಸಂಚಿಕೆಯನ್ನು ಸಿದ್ಧಪಡಿಸಲಾಗಿದೆ. ಕಾರ್ಯಕ್ರಮದಲ್ಲಿ ಕನ್ನಡ ಸಾಹಿತ್ಯ ಪರಿಷತ್ತಿನ ಪದಾಧಿಕಾರಿಗಳು, ಕೃಷಿ ವಿಶ್ವವಿದ್ಯಾಲಯದ ವಿಜ್ಞಾನಿಗಳು, ಕನ್ನಡ ಪ್ರಾಧ್ಯಾಪಕರು, ಕನ್ನಡ ಸಾಹಿತ್ಯ, ವಿಜ್ಞಾನ ಬರಹಗಾರರು, ಕನ್ನಡ ವಿದ್ಯಾರ್ಥಿಗಳು ಹಾಗೂ ಸಾರ್ವಜನಿಕರು ಭಾಗವಹಿಸುವರು. [16, 1363, 320, 1529]
article-karmika-col2: ಮಂಡಳಿಯು 2007-08 ರಿಂದ 2018-19 ರ ಅವಧಿಯಲ್ಲಿ ಒಟ್ಟು 9,654 ಕೋಟಿ ಸೆಸ್ ಸಂಗ್ರಹಿಸಿದೆ. ಇದರಲ್ಲಿ ಕೇವಲ ಶೇ 18.12 ರಷ್ಟು ಮೊತ್ತವನ್ನು ಕಲ್ಯಾಣ ಯೋಜನೆಗಳಿಗೆ ವ್ಯಯಿಸಲಾಗಿದೆ. ಮಂಡಳಿಯ ನಿಧಿಯನ್ನು ಸರ್ಕಾರದ ಅನುಮತಿಯಿಲ್ಲದೆ ಇತರ ಉದ್ದೇಶಗಳಿಗೆ ಬಳಸಲಾಗಿದೆ. 2018-19 ರಿಂದ 2022-23 ರ ಅವಧಿಯಲ್ಲಿ ಆಹಾರ ಕಿಟ್‍ಗಳ ವಿತರಣೆಯಲ್ಲಿ ಅವ್ಯವಹಾರ ನಡೆದಿರುವುದು ಪತ್ತೆಯಾಗಿದೆ. ಸುಮಾರು ರೂ. 6.06 ಕೋಟಿ ಮೊತ್ತವನ್ನು ಅನರ್ಹ ಫಲಾನುಭವಿಗಳಿಗೆ ಪಾವತಿಸಲಾಗಿದೆ. ಮಂಡಳಿಯು ಲೆಕ್ಕಪತ್ರಗಳನ್ನು ಸಮಯಕ್ಕೆ ಸರಿಯಾಗಿ ಸಿದ್ಧಪಡಿಸಿಲ್ಲ ಎಂದು ವರದಿ ತಿಳಿಸಿದೆ. [1210, 1414, 1521, 1528]
article-bhoo-col1: ಅರಸು ಅವರು ಭೂಸುಧಾರಣೆ ಕಾಯ್ದೆಯನ್ನು ರಾಜ್ಯದಲ್ಲಿ ಜಾರಿಗೆ ತಂದು "ಉಳುವವನೇ ಭೂಮಿ ಒಡೆಯ" ಎಂಬ ಪ್ರತಿಷ್ಠಿತ ನಿರ್ಣಯದ ಮೂಲಕ ಸಾವಿರಾರು ರೈತರು ಭೂ ಮಾಲೀಕರಾಗುವಂತೆ ಮಾಡಿ ಕ್ರಾಂತಿ ಬದಲಾವಣೆ ತಂದರು. ಮಲಹೊರುವ ಪದ್ಧತಿ ನಿಷೇಧ, ಜೀತ ವಿಮುಕ್ತಿ, ಹಿಂದುಳಿದ ವರ್ಗಗಳ ಆಯೋಗ ರಚನೆ, ವಿದ್ಯಾರ್ಥಿ ನಿಲಯಗಳ ಸ್ಥಾಪನೆ ಮೂಲಕ ಸಮಾಜದ ಶೋಷಿತ ಸಮುದಾಯಗಳಿಗೆ ಶಕ್ತಿ ತುಂಬಿದರು. ಅವರ ದೂರದೃಷ್ಟಿಯ ಆಡಳಿತ ಇಂದಿಗೂ ಮಾದರಿಯಾಗಿದೆ. ಸರ್ಕಾರ ಅವರ ಆಶಯಗಳನ್ನು ಮುಂದುವರೆಸುತ್ತಿದೆ ಎಂದರು. [338, 940, 613, 1055]
column-divider [981, 1756, 982, 2403]
photo-bhoo [615, 712, 1173, 931]
article-nakali-part2: ಹಾಗೂ ಜಂಟಿಯಾಗಿ ತಾಲ್ಲೂಕಿನ ರವಿವಾರಿಯಿಂದ 20,000/- ದಂಡ ವಿಧಿಸಲಾಗಿದೆ. ನಕಲಿ ವೈದ್ಯರಿಗೆ KPME ಅಧಿನಿಯಮ 2007ರ ಪ್ರಕಾರ 15 ಹಾಗೂ ಉಪನಿಯಮ 8ರ ಅಡಿಯಲ್ಲಿ ದಂಡವನ್ನು ವಿಧಿಸಲಾಗಿರುತ್ತದೆ. ಈ ರೀತಿಯ ಪ್ರಕರಣಗಳು ಜಿಲ್ಲೆಯ ಯಾವುದೇ ಭಾಗದಲ್ಲಿ ಕಂಡುಬಂದರೂ ಕೂಡಲೇ ದೂರು ನೀಡಬೇಕು ಎಂದರು. ಜಿಲ್ಲಾ ಆರೋಗ್ಯ ಮತ್ತು ಕುಟುಂಬ ಕಲ್ಯಾಣಾಧಿಕಾರಿ ಡಾ. ಮಹೇಶ್ ಕುಮಾರ್ ಅವರು ಮಾತನಾಡಿ, ಜಿಲ್ಲೆಯಲ್ಲಿ ಒಟ್ಟು 305 ಆರೋಗ್ಯ ಸಂಸ್ಥೆಗಳು ನೋಂದಣಿಯಾಗಿ ಕಾರ್ಯನಿರ್ವಹಿಸುತ್ತಿವೆ. ಜಿಲ್ಲೆಯಲ್ಲಿ ಸುಮಾರು 40 ಕ್ಕೂ ಹೆಚ್ಚು ನಕಲಿ ವೈದ್ಯರನ್ನು ಗುರುತಿಸಲಾಗಿದ್ದು, ಆರೋಗ್ಯ ಇಲಾಖೆಯ ಅಧಿಕಾರಿಗಳು ನಿರಂತರವಾಗಿ ತಪಾಸಣೆ ನಡೆಸುತ್ತಿದ್ದಾರೆ. ಈ ಸಂದರ್ಭದಲ್ಲಿ ಜಿಲ್ಲಾ ಕುಟುಂಬ ಕಲ್ಯಾಣಾಧಿಕಾರಿ ಡಾ. ಚಂದ್ರಶೇಖರರೆಡ್ಡಿ, ಜಿಲ್ಲಾ IMA ಅಧ್ಯಕ್ಷ ಡಾ. ಆನಂದ್, ಜಿಲ್ಲಾ ಆಯುಷ್ ಅಧಿಕಾರಿ ಡಾ. ಹರೀಶ್ ಬಾಬು, ಜಿಲ್ಲಾ ಮಟ್ಟದ ಅನುಷ್ಠಾನ ಅಧಿಕಾರಿಗಳು ಹಾಜರಿದ್ದರು. [1181, 184, 1521, 367]
brief-title-3: 22ರಂದು ನಲಿಯ ಚಂದ್ರಯ್ಯ ಜಯಂತಿ ಕಾರ್ಯಕ್ರಮ [28, 747, 308, 796]
